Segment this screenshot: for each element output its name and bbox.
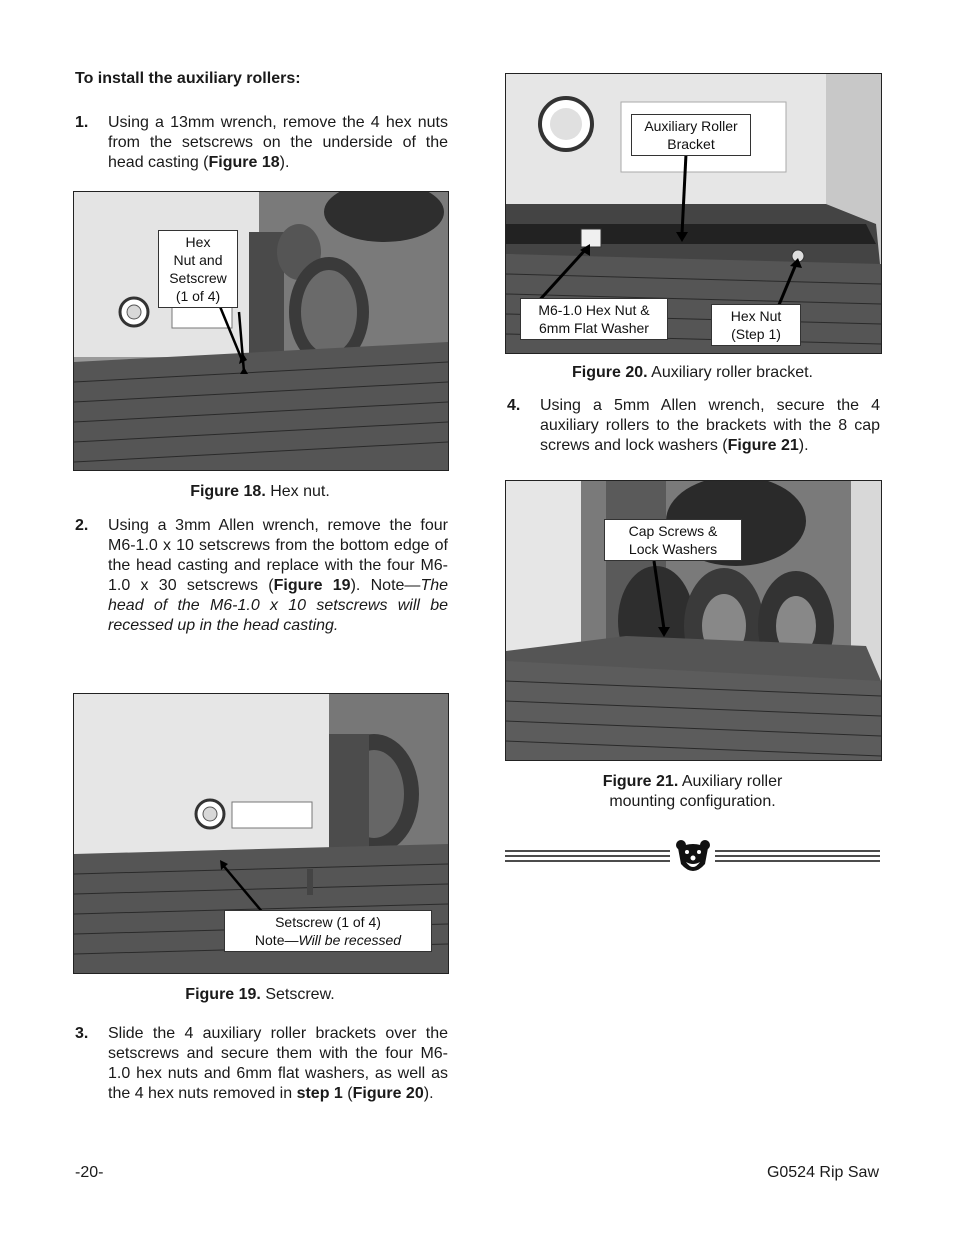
figure-21-caption: Figure 21. Auxiliary roller mounting configuration. xyxy=(602,773,783,810)
figure-21-photo xyxy=(505,480,882,761)
step-text: Using a 3mm Allen wrench, remove the four M6-1.0 x 10 setscrews from the bottom edge of the head casting and replace with the four M6-1.0 x 30 setscrews (Figure 19). Note—The head of the M6-1.0 x 10 setscrews will be recessed up in the head casting. xyxy=(108,517,449,634)
step-number: 3. xyxy=(75,1025,89,1042)
callout-setscrew: Setscrew (1 of 4) Note—Will be recessed xyxy=(224,910,432,952)
product-name: G0524 Rip Saw xyxy=(766,1164,879,1181)
figure-20-caption: Figure 20. Auxiliary roller bracket. xyxy=(572,364,813,381)
callout-cap-screws: Cap Screws & Lock Washers xyxy=(604,519,742,561)
callout-hex-nut-step1: Hex Nut (Step 1) xyxy=(711,304,801,346)
step-number: 1. xyxy=(75,114,89,131)
figure-18-photo xyxy=(73,191,449,471)
section-heading: To install the auxiliary rollers: xyxy=(75,70,301,87)
figure-18-caption: Figure 18. Hex nut. xyxy=(190,483,330,500)
step-number: 2. xyxy=(75,517,89,534)
callout-auxiliary-roller-bracket: Auxiliary Roller Bracket xyxy=(631,114,751,156)
page-number: -20- xyxy=(75,1164,104,1181)
step-number: 4. xyxy=(507,397,521,414)
section-divider xyxy=(505,838,880,878)
step-text: Using a 13mm wrench, remove the 4 hex nuts from the setscrews on the underside of the head casting (Figure 18). xyxy=(108,114,448,171)
figure-20-photo xyxy=(505,73,882,354)
bear-logo-icon xyxy=(673,838,713,878)
step-text: Using a 5mm Allen wrench, secure the 4 auxiliary rollers to the brackets with the 8 cap screws and lock washers (Figure 21). xyxy=(540,397,880,454)
callout-hex-nut: Hex Nut and Setscrew (1 of 4) xyxy=(158,230,238,308)
step-text: Slide the 4 auxiliary roller brackets over the setscrews and secure them with the four M6-1.0 hex nuts and 6mm flat washers, as well as the 4 hex nuts removed in step 1 (Figure 20). xyxy=(108,1025,448,1102)
callout-hex-nut-washer: M6-1.0 Hex Nut & 6mm Flat Washer xyxy=(520,298,668,340)
figure-19-caption: Figure 19. Setscrew. xyxy=(185,986,335,1003)
figure-19-photo xyxy=(73,693,449,974)
